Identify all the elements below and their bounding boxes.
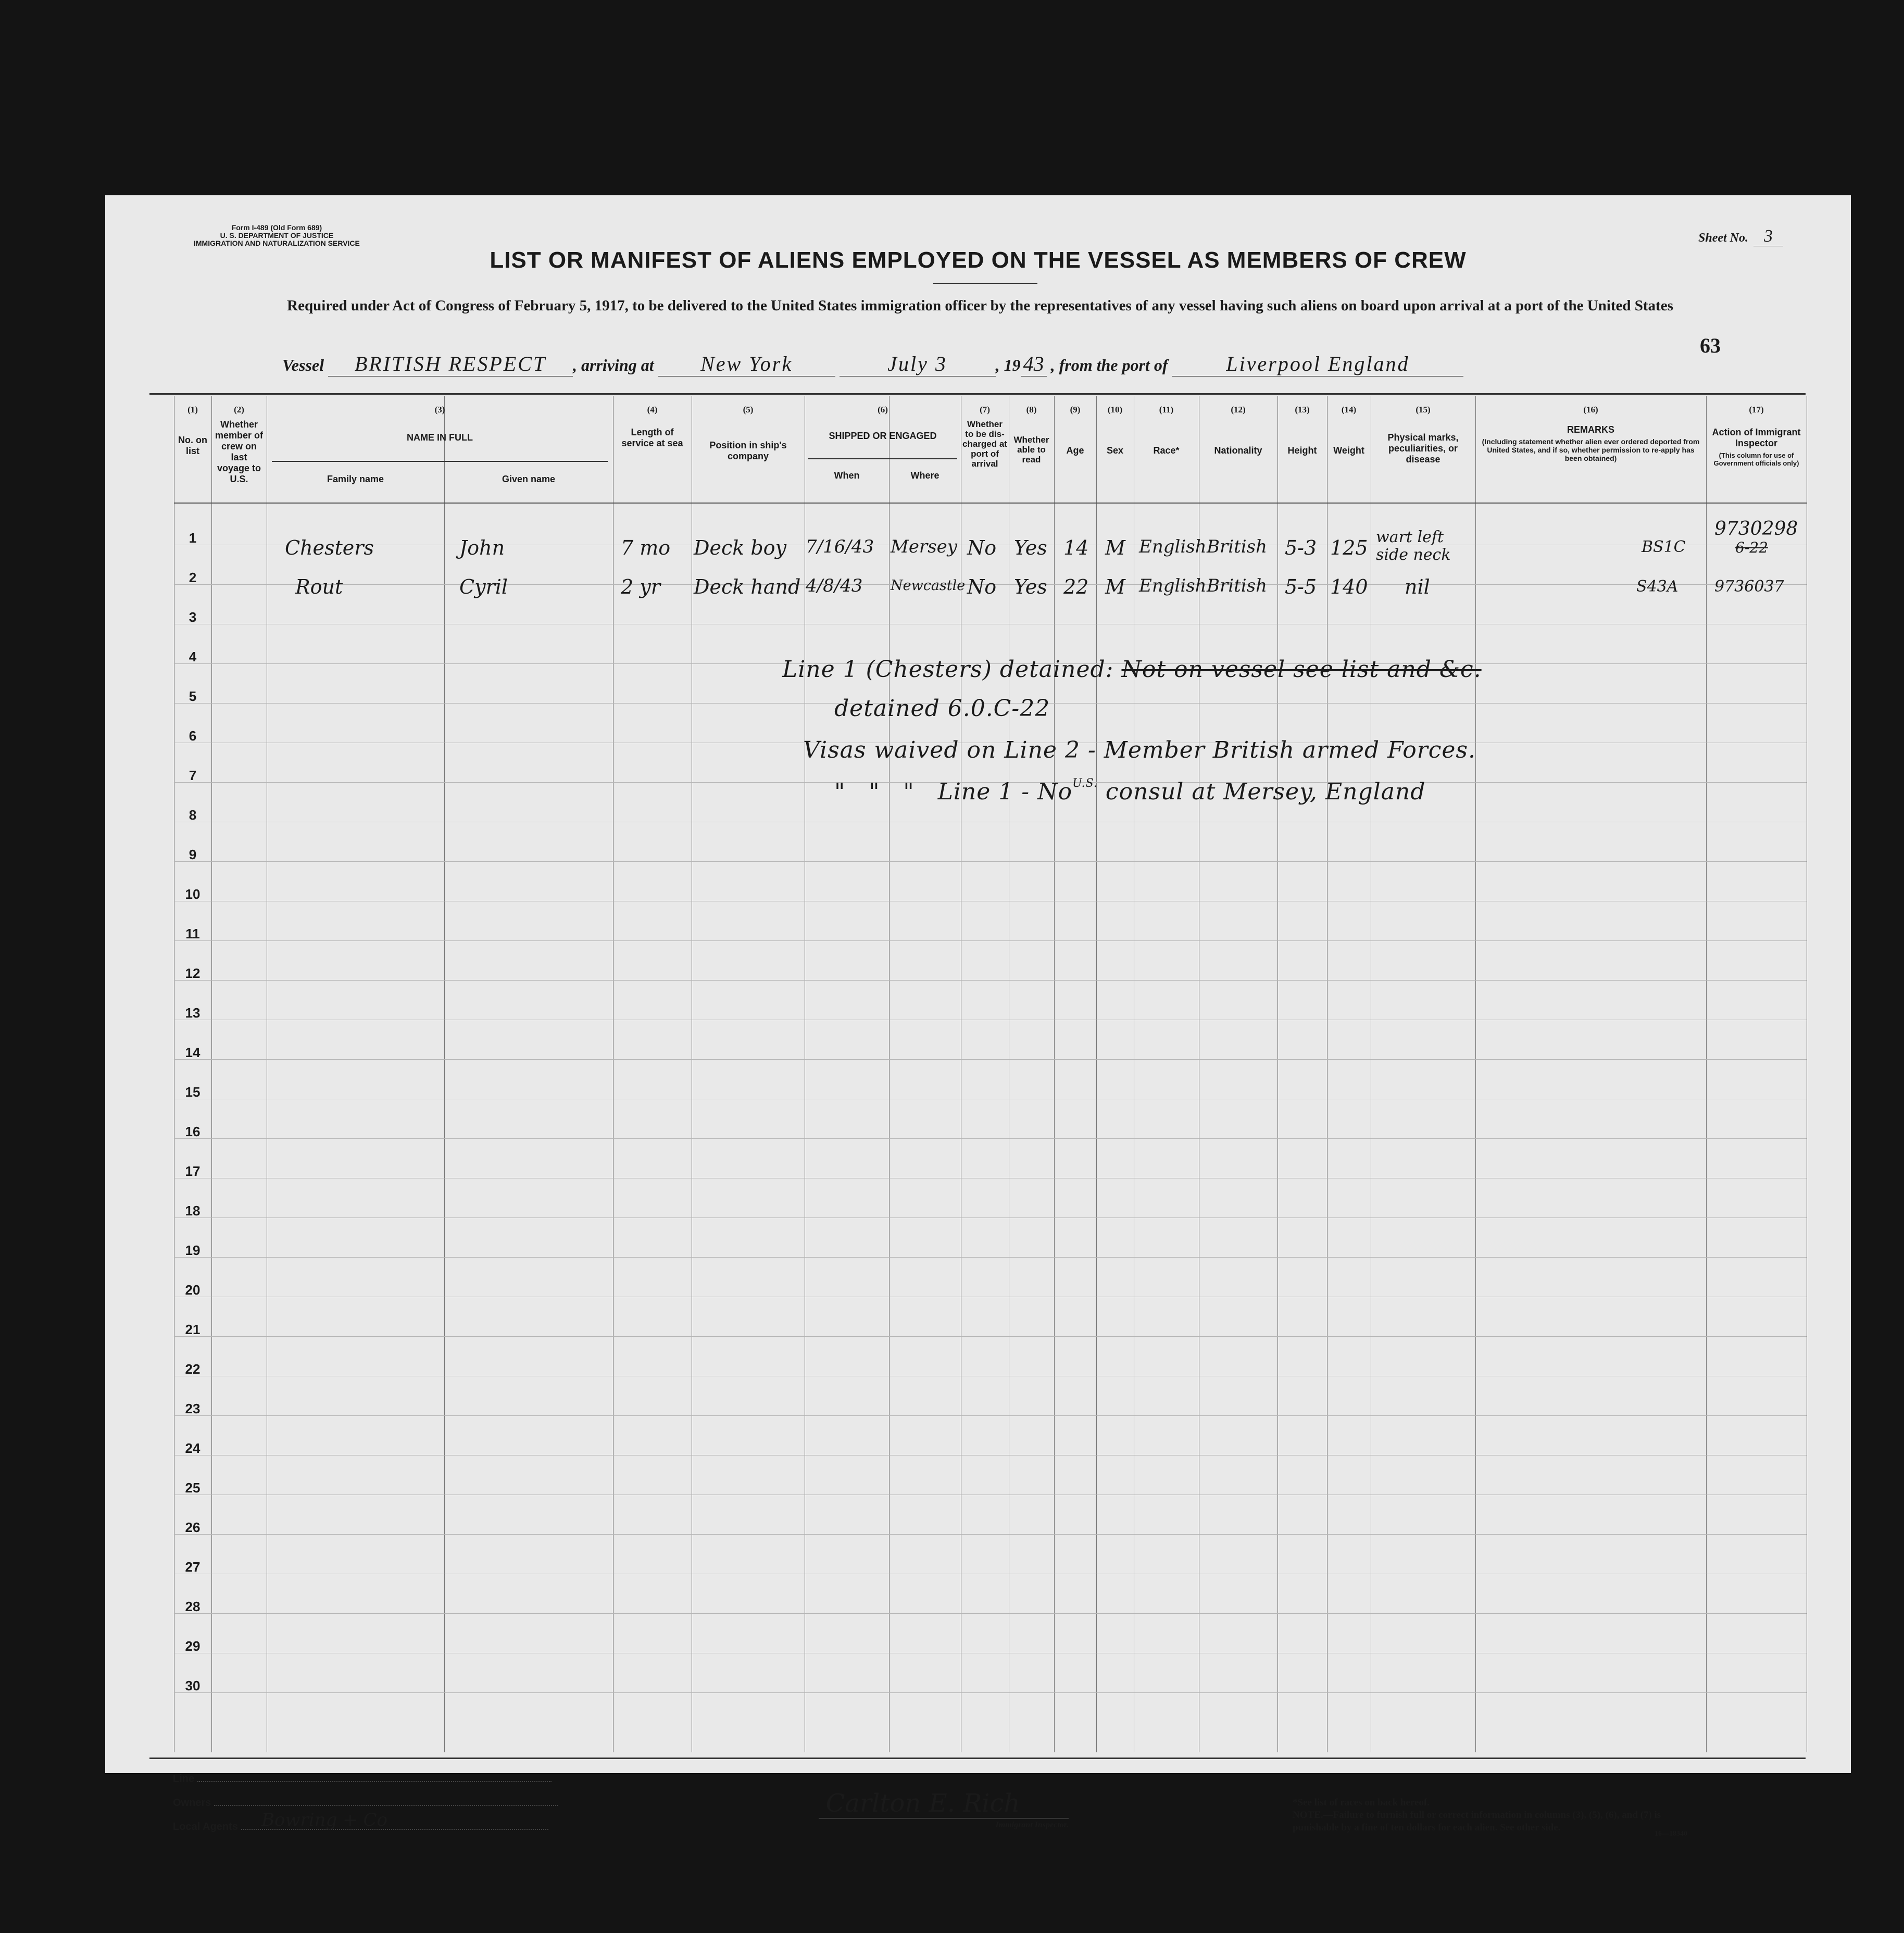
- vessel-line: Vessel BRITISH RESPECT , arriving at New York July 3 , 19 43 , from the port of Liverpool England: [282, 352, 1463, 376]
- row-number: 22: [185, 1361, 201, 1377]
- row-number: 21: [185, 1322, 201, 1337]
- physical-marks: wart left side neck: [1376, 528, 1451, 564]
- row-rule: [174, 1415, 1807, 1416]
- sex: M: [1105, 536, 1125, 559]
- inspector-action: 9730298: [1714, 518, 1798, 539]
- inspector-signature: Carlton E. Rich: [825, 1789, 1020, 1818]
- note-line-2: detained 6.0.C-22: [834, 695, 1050, 722]
- table-top-rule: [149, 393, 1806, 395]
- row-rule: [174, 1138, 1807, 1139]
- form-identifier: Form I-489 (Old Form 689) U. S. DEPARTMENT OF JUSTICE IMMIGRATION AND NATURALIZATION SERVICE: [194, 223, 360, 247]
- row-number: 26: [185, 1520, 201, 1535]
- family-name: Chesters: [285, 536, 374, 559]
- arrival-port: New York: [658, 352, 835, 376]
- given-name: Cyril: [459, 575, 508, 598]
- engaged-where: Newcastle: [891, 578, 966, 594]
- service-length: 7 mo: [621, 536, 671, 559]
- row-number: 20: [185, 1282, 201, 1298]
- row-number: 2: [189, 570, 197, 585]
- row-number: 13: [185, 1005, 201, 1021]
- row-number: 9: [189, 847, 197, 862]
- engaged-when: 4/8/43: [806, 575, 863, 596]
- row-rule: [174, 1613, 1807, 1614]
- row-number: 23: [185, 1401, 201, 1416]
- ship-position: Deck boy: [694, 536, 787, 559]
- note-line-1: Line 1 (Chesters) detained:: [782, 656, 1114, 683]
- row-number: 18: [185, 1203, 201, 1219]
- row-number: 16: [185, 1124, 201, 1139]
- inspector-action-struck: 6-22: [1735, 539, 1768, 556]
- row-number: 7: [189, 768, 197, 783]
- row-rule: [174, 1059, 1807, 1060]
- row-number: 24: [185, 1440, 201, 1456]
- local-agents: Bowring + Co: [261, 1810, 387, 1830]
- footer-rule: [149, 1758, 1806, 1759]
- page-number: 63: [1700, 334, 1721, 357]
- footnotes: *See list of races on back hereof. NOTE.—Failure to furnish full or correct information in columns (3), (5), (6), and (7) is punishable by a fine of ten dollars for each alien. See other side.: [1293, 1797, 1661, 1833]
- engaged-when: 7/16/43: [806, 536, 874, 557]
- row-number: 8: [189, 807, 197, 823]
- note-line-3: Visas waived on Line 2 - Member British armed Forces.: [803, 737, 1476, 763]
- weight: 140: [1330, 575, 1368, 598]
- row-number: 17: [185, 1163, 201, 1179]
- row-number: 19: [185, 1242, 201, 1258]
- note-line-4: Line 1 - No: [937, 779, 1073, 805]
- nationality: British: [1207, 575, 1267, 596]
- row-number: 11: [185, 926, 200, 942]
- family-name: Rout: [295, 575, 343, 598]
- manifest-sheet: Form I-489 (Old Form 689) U. S. DEPARTMENT OF JUSTICE IMMIGRATION AND NATURALIZATION SERVICE Sheet No. 3 LIST OR MANIFEST OF ALIENS EMPLOYED ON THE VESSEL AS MEMBERS OF CREW Required under Act of Congress of February 5, 1917, to be delivered to the United States immigration officer by the representatives of any vessel having such aliens on board upon arrival at a port of the United States 63 Vessel BRITISH RESPECT , arriving at New York July 3 , 19 43 , from the port of Liverpool England (1) No. on list (2) Whether member of crew on last voyage to U.S. (3) NAME IN FULL Family name Given name (4) Length of service at sea (5) Position in ship's company (6) SHIPPED OR ENGAGED When Where (7) Whether to be dis-charged at port of arrival (8) Whether able to read (9) Age (10) Sex (11) Race* (12) Nationality (13) Height (14) Weight (15) Physical marks, peculiarities, or disease (16) REMARKS (Including statement whether alien ever ordered deported from United States, and if so, whether permission to re-apply has been obtained) (17) Action of Immigrant Inspector (This column for use of Government officials only) 1 2 3 4 5 6 7 8 9 10 11 12 13 14 15 16 17 18 19 20 21 22 23 24 25 26 27 28 29 30 Chesters John 7 mo Deck boy 7/16/43 Mersey No Yes 14 M English British 5-3 125 wart left side neck BS1C 9730298 6-22 Rout Cyril 2 yr Deck hand 4/8/43 Newcastle No Yes 22 M English British 5-5 140 nil S43A 9736037 Line 1 (Chesters) detained: Not on vessel see list and &c. detained 6.0.C-22 Visas waived on Line 2 - Member British armed Forces. " " " Line $1 - No^{U.S.}$ consul at Mersey, England Line Owners Local Agents Bowring + Co Carlton E. Rich Immigrant Inspector. *See list of races on back hereof. NOTE.—Failure to furnish full or correct information in columns (3), (5), (6), and (7) is punishable by a fine of ten dollars for each alien. See other side. 16—18340: [105, 195, 1851, 1773]
- arrival-date: July 3: [840, 352, 996, 376]
- remarks: BS1C: [1642, 538, 1686, 556]
- row-rule: [174, 1692, 1807, 1693]
- page-subtitle: Required under Act of Congress of February 5, 1917, to be delivered to the United States immigration officer by the representatives of any vessel having such aliens on board upon arrival at a port of the United States: [287, 297, 1673, 314]
- footer-fields: Line Owners Local Agents Bowring + Co: [173, 1773, 558, 1833]
- title-rule: [933, 283, 1037, 284]
- sheet-number: Sheet No. 3: [1698, 227, 1783, 246]
- arrival-year: 43: [1021, 352, 1047, 376]
- row-rule: [174, 1534, 1807, 1535]
- note-line-4-end: consul at Mersey, England: [1105, 779, 1426, 805]
- able-to-read: Yes: [1014, 536, 1047, 559]
- row-number: 15: [185, 1084, 201, 1100]
- row-rule: [174, 1336, 1807, 1337]
- row-rule: [174, 861, 1807, 862]
- row-number: 27: [185, 1559, 201, 1575]
- age: 22: [1063, 575, 1089, 598]
- row-number: 29: [185, 1638, 201, 1654]
- able-to-read: Yes: [1014, 575, 1047, 598]
- row-number: 3: [189, 609, 197, 625]
- note-line-1-struck: Not on vessel see list and &c.: [1121, 656, 1482, 683]
- row-number: 25: [185, 1480, 201, 1496]
- discharged: No: [967, 575, 997, 598]
- service-length: 2 yr: [621, 575, 660, 598]
- vessel-name: BRITISH RESPECT: [328, 352, 573, 376]
- page-title: LIST OR MANIFEST OF ALIENS EMPLOYED ON THE VESSEL AS MEMBERS OF CREW: [490, 247, 1467, 273]
- nationality: British: [1207, 536, 1267, 557]
- row-rule: [174, 980, 1807, 981]
- height: 5-5: [1285, 575, 1317, 598]
- row-number: 1: [189, 530, 197, 546]
- inspector-signature-block: Carlton E. Rich Immigrant Inspector.: [777, 1789, 1069, 1831]
- discharged: No: [967, 536, 997, 559]
- row-rule: [174, 940, 1807, 941]
- row-number: 30: [185, 1678, 201, 1693]
- given-name: John: [459, 536, 505, 559]
- weight: 125: [1330, 536, 1368, 559]
- row-rule: [174, 1257, 1807, 1258]
- header-bottom-rule: [174, 503, 1807, 504]
- row-number: 14: [185, 1045, 201, 1060]
- row-number: 10: [185, 886, 201, 902]
- race: English: [1139, 536, 1207, 557]
- remarks: S43A: [1636, 578, 1678, 596]
- row-number: 12: [185, 965, 201, 981]
- row-number: 4: [189, 649, 197, 664]
- departure-port: Liverpool England: [1172, 352, 1463, 376]
- physical-marks: nil: [1405, 575, 1430, 598]
- sex: M: [1105, 575, 1125, 598]
- note-line-4-caret: U.S.: [1072, 777, 1098, 790]
- age: 14: [1063, 536, 1089, 559]
- ship-position: Deck hand: [694, 575, 801, 598]
- print-code: 16—18340: [1655, 1830, 1687, 1838]
- height: 5-3: [1285, 536, 1317, 559]
- engaged-where: Mersey: [891, 536, 957, 557]
- row-number: 6: [189, 728, 197, 744]
- row-rule: [174, 1217, 1807, 1218]
- inspector-action: 9736037: [1714, 578, 1784, 596]
- row-number: 28: [185, 1599, 201, 1614]
- row-number: 5: [189, 688, 197, 704]
- note-line-4-ditto: " " ": [834, 779, 915, 805]
- race: English: [1139, 575, 1207, 596]
